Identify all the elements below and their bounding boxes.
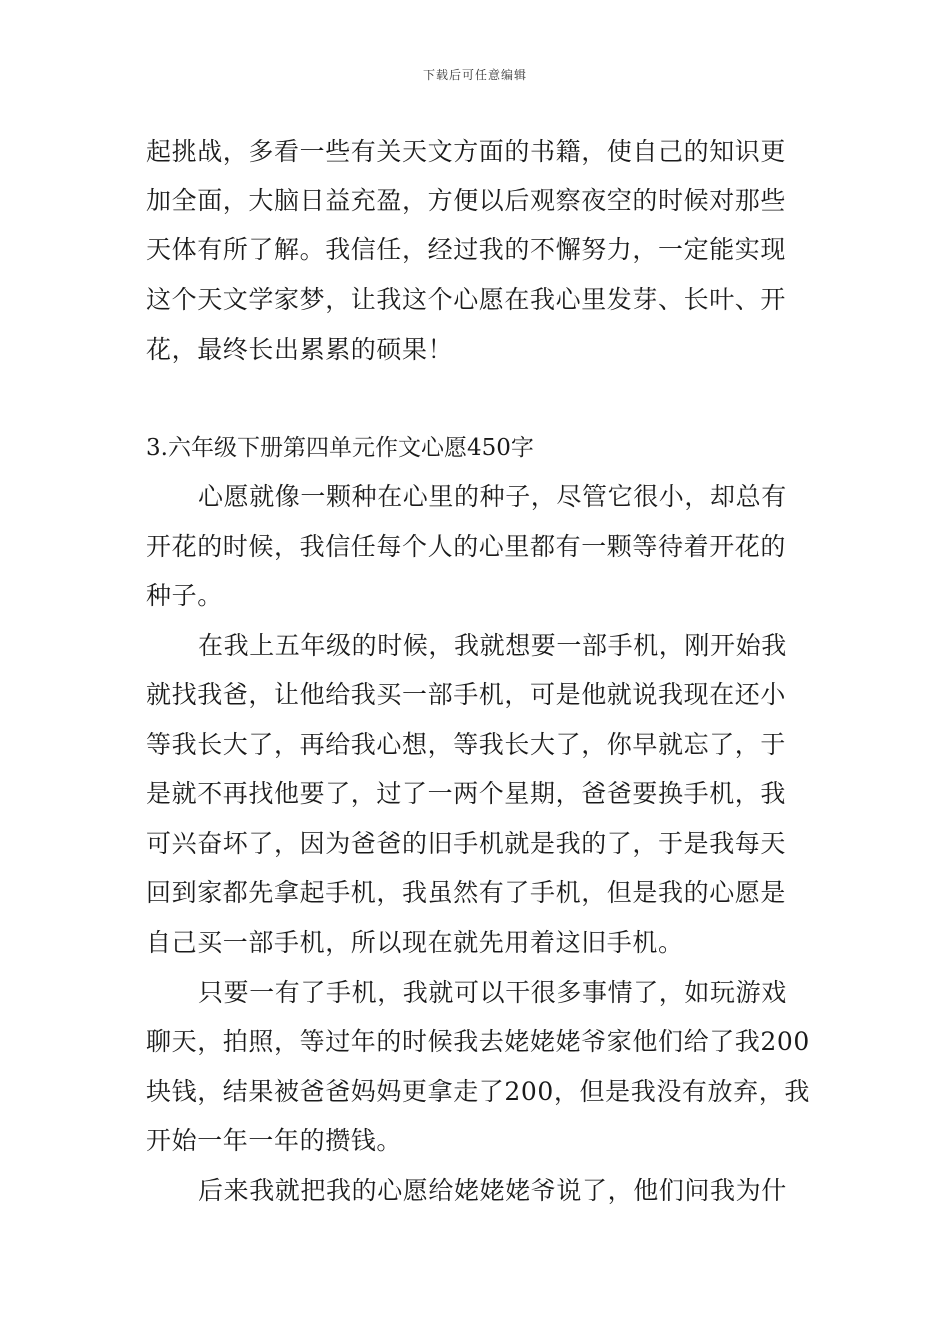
paragraph-line: 聊天，拍照，等过年的时候我去姥姥姥爷家他们给了我200 [146,1027,810,1056]
paragraph-line: 回到家都先拿起手机，我虽然有了手机，但是我的心愿是 [146,878,787,907]
header-note: 下载后可任意编辑 [422,68,527,82]
paragraph-line: 后来我就把我的心愿给姥姥姥爷说了，他们问我为什 [198,1176,787,1205]
paragraph-line: 可兴奋坏了，因为爸爸的旧手机就是我的了，于是我每天 [146,829,787,858]
text-line: 起挑战，多看一些有关天文方面的书籍，使自己的知识更 [146,137,787,166]
paragraph-line: 等我长大了，再给我心想，等我长大了，你早就忘了，于 [146,730,787,759]
paragraph-line: 在我上五年级的时候，我就想要一部手机，刚开始我 [198,631,787,660]
paragraph-line: 开始一年一年的攒钱。 [146,1126,403,1155]
paragraph-line: 开花的时候，我信任每个人的心里都有一颗等待着开花的 [146,532,787,561]
section-heading: 3.六年级下册第四单元作文心愿450字 [146,435,534,461]
paragraph-line: 是就不再找他要了，过了一两个星期，爸爸要换手机，我 [146,779,787,808]
paragraph-line: 心愿就像一颗种在心里的种子，尽管它很小，却总有 [198,482,787,511]
paragraph-line: 块钱，结果被爸爸妈妈更拿走了200，但是我没有放弃，我 [146,1077,810,1106]
text-line: 这个天文学家梦，让我这个心愿在我心里发芽、长叶、开 [146,285,787,314]
paragraph-line: 只要一有了手机，我就可以干很多事情了，如玩游戏 [198,978,787,1007]
paragraph-line: 种子。 [146,581,223,610]
paragraph-line: 自己买一部手机，所以现在就先用着这旧手机。 [146,928,684,957]
text-line: 天体有所了解。我信任，经过我的不懈努力，一定能实现 [146,235,787,264]
paragraph-line: 就找我爸，让他给我买一部手机，可是他就说我现在还小 [146,680,787,709]
text-line: 加全面，大脑日益充盈，方便以后观察夜空的时候对那些 [146,186,787,215]
text-line: 花，最终长出累累的硕果！ [146,335,454,364]
